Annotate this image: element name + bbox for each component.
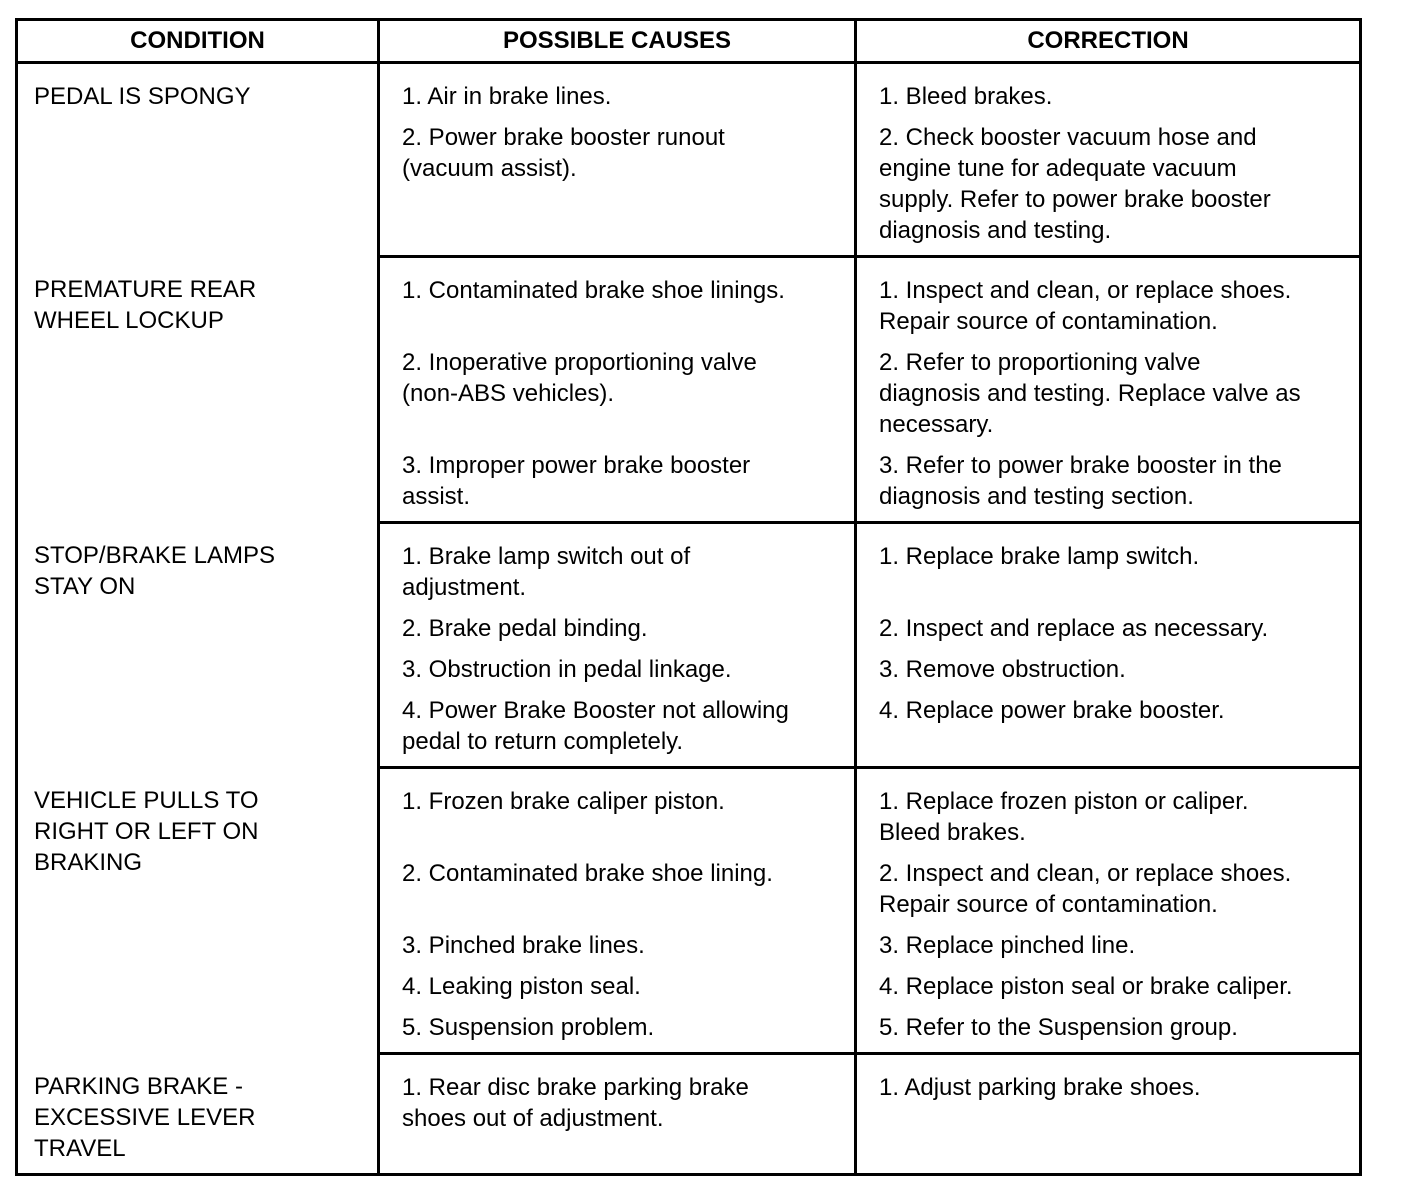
correction-text: 4. Replace piston seal or brake caliper. (879, 973, 1293, 1000)
condition-cell (17, 63, 379, 257)
condition-text: PEDAL IS SPONGY (34, 83, 251, 110)
correction-cell (856, 604, 1361, 645)
cause-text: 3. Pinched brake lines. (402, 932, 645, 959)
cause-cell (379, 441, 856, 523)
brake-diagnosis-table (15, 18, 1362, 1176)
correction-cell (856, 645, 1361, 686)
condition-cell (17, 768, 379, 1054)
correction-text: 2. Check booster vacuum hose and engine tune for adequate vacuum supply. Refer to power brake booster diagnosis and testing. (879, 124, 1271, 244)
cause-text: 4. Leaking piston seal. (402, 973, 641, 1000)
table-row (17, 257, 1361, 339)
cause-text: 2. Inoperative proportioning valve (non-ABS vehicles). (402, 349, 757, 407)
header-possible-causes: POSSIBLE CAUSES (379, 20, 856, 63)
table-body (17, 63, 1361, 1175)
correction-cell (856, 768, 1361, 850)
table-row (17, 523, 1361, 605)
table-row (17, 63, 1361, 114)
correction-text: 1. Replace brake lamp switch. (879, 543, 1200, 570)
header-condition: CONDITION (17, 20, 379, 63)
table-row (17, 1054, 1361, 1175)
cause-text: 2. Power brake booster runout (vacuum assist). (402, 124, 725, 182)
cause-text: 2. Contaminated brake shoe lining. (402, 860, 773, 887)
correction-text: 1. Adjust parking brake shoes. (879, 1074, 1201, 1101)
correction-cell (856, 257, 1361, 339)
cause-text: 2. Brake pedal binding. (402, 615, 648, 642)
cause-text: 5. Suspension problem. (402, 1014, 655, 1041)
correction-cell (856, 1054, 1361, 1175)
cause-cell (379, 645, 856, 686)
correction-text: 3. Replace pinched line. (879, 932, 1136, 959)
condition-text: PARKING BRAKE - EXCESSIVE LEVER TRAVEL (34, 1072, 256, 1162)
header-row (17, 20, 1361, 63)
correction-text: 2. Inspect and replace as necessary. (879, 615, 1269, 642)
correction-text: 2. Refer to proportioning valve diagnosis and testing. Replace valve as necessary. (879, 349, 1301, 438)
cause-cell (379, 338, 856, 441)
correction-text: 1. Bleed brakes. (879, 83, 1053, 110)
cause-cell (379, 686, 856, 768)
cause-cell (379, 604, 856, 645)
condition-text: PREMATURE REAR WHEEL LOCKUP (34, 275, 257, 334)
condition-text: STOP/BRAKE LAMPS STAY ON (34, 541, 275, 600)
correction-cell (856, 338, 1361, 441)
correction-cell (856, 441, 1361, 523)
cause-text: 3. Improper power brake booster assist. (402, 452, 751, 510)
cause-cell (379, 962, 856, 1003)
condition-cell (17, 1054, 379, 1175)
cause-text: 1. Air in brake lines. (402, 83, 612, 110)
correction-text: 1. Inspect and clean, or replace shoes. Repair source of contamination. (879, 277, 1292, 335)
condition-cell (17, 523, 379, 768)
cause-cell (379, 1054, 856, 1175)
correction-cell (856, 113, 1361, 257)
cause-text: 3. Obstruction in pedal linkage. (402, 656, 732, 683)
cause-cell (379, 921, 856, 962)
cause-text: 1. Rear disc brake parking brake shoes out of adjustment. (402, 1074, 749, 1132)
correction-text: 5. Refer to the Suspension group. (879, 1014, 1238, 1041)
cause-cell (379, 1003, 856, 1054)
cause-cell (379, 849, 856, 921)
correction-text: 3. Refer to power brake booster in the diagnosis and testing section. (879, 452, 1282, 510)
correction-cell (856, 63, 1361, 114)
correction-text: 2. Inspect and clean, or replace shoes. Repair source of contamination. (879, 860, 1292, 918)
correction-cell (856, 686, 1361, 768)
correction-cell (856, 921, 1361, 962)
cause-cell (379, 768, 856, 850)
cause-cell (379, 523, 856, 605)
correction-cell (856, 962, 1361, 1003)
correction-text: 3. Remove obstruction. (879, 656, 1126, 683)
correction-text: 1. Replace frozen piston or caliper. Bleed brakes. (879, 788, 1249, 846)
cause-cell (379, 113, 856, 257)
cause-text: 1. Brake lamp switch out of adjustment. (402, 543, 691, 601)
correction-cell (856, 523, 1361, 605)
cause-cell (379, 257, 856, 339)
condition-cell (17, 257, 379, 523)
cause-text: 1. Frozen brake caliper piston. (402, 788, 725, 815)
correction-cell (856, 849, 1361, 921)
correction-text: 4. Replace power brake booster. (879, 697, 1225, 724)
cause-text: 1. Contaminated brake shoe linings. (402, 277, 785, 304)
cause-cell (379, 63, 856, 114)
header-correction: CORRECTION (856, 20, 1361, 63)
cause-text: 4. Power Brake Booster not allowing pedal to return completely. (402, 697, 789, 755)
table-row (17, 768, 1361, 850)
condition-text: VEHICLE PULLS TO RIGHT OR LEFT ON BRAKING (34, 786, 259, 876)
correction-cell (856, 1003, 1361, 1054)
